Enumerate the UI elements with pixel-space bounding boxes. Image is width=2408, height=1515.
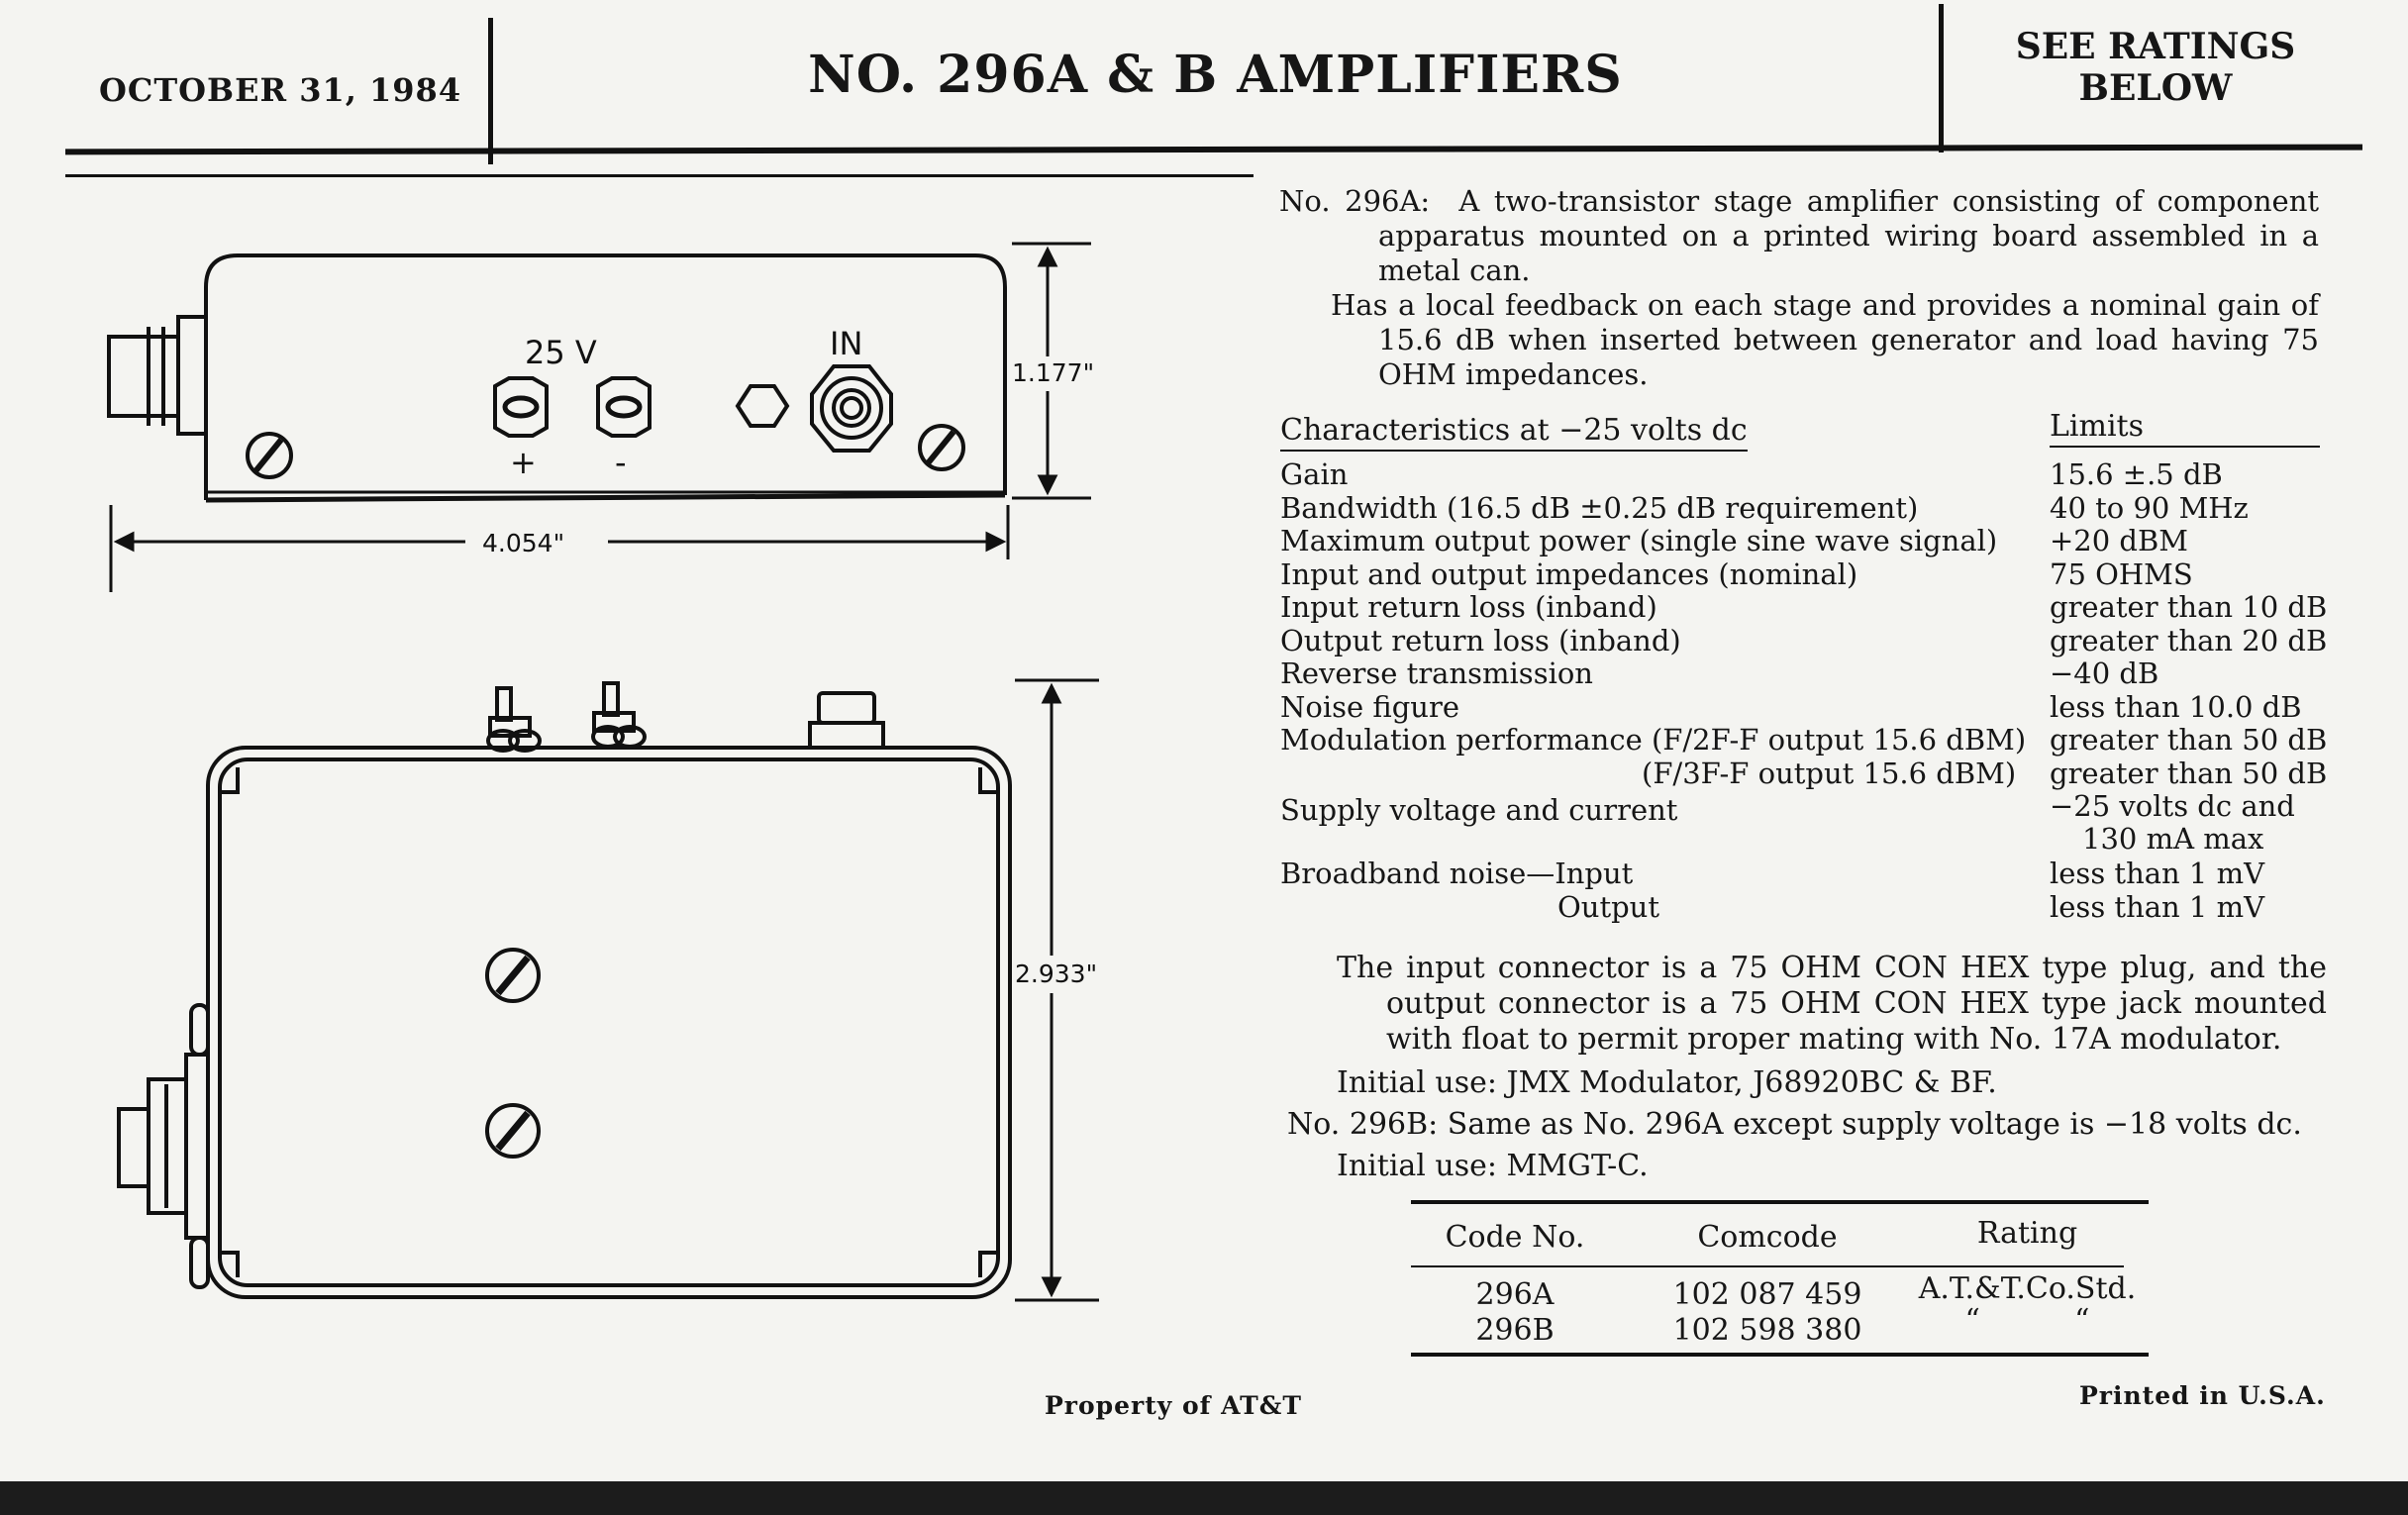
char-limit: greater than 50 dB — [2050, 756, 2328, 790]
table-header-rule — [1411, 1265, 2124, 1267]
dim-depth-label: 2.933" — [1015, 960, 1098, 988]
notes-section — [1287, 951, 2327, 1186]
char-limit: 75 OHMS — [2050, 556, 2193, 591]
char-label: Noise figure — [1280, 689, 1459, 724]
char-label: Output return loss (inband) — [1280, 623, 1681, 657]
char-limit: −40 dB — [2050, 656, 2159, 690]
char-row — [1280, 558, 2320, 592]
description-text-1: A two-transistor stage amplifier consisting of component apparatus mounted on a printed wiring board assembled in a metal can. — [1378, 184, 2320, 287]
char-limit: greater than 20 dB — [2050, 623, 2328, 657]
char-label: Output — [1557, 889, 1660, 924]
description-296b: No. 296B: Same as No. 296A except supply voltage is −18 volts dc. — [1287, 1107, 2302, 1142]
cell-rating: A.T.&T.Co.Std. — [1918, 1271, 2137, 1306]
footer-printed: Printed in U.S.A. — [2079, 1381, 2326, 1410]
dimension-depth — [1015, 680, 1099, 1300]
char-row — [1280, 492, 2320, 526]
cell-code: 296A — [1475, 1277, 1555, 1312]
char-limit: 40 to 90 MHz — [2050, 490, 2249, 525]
table-row — [1411, 1303, 2149, 1353]
char-limit: less than 1 mV — [2050, 889, 2265, 924]
char-label: Broadband noise—Input — [1280, 857, 1634, 890]
char-row — [1280, 623, 2328, 658]
table-header-row — [1411, 1216, 2149, 1258]
char-row — [1280, 891, 2320, 925]
char-limit: 15.6 ±.5 dB — [2050, 457, 2223, 491]
char-label: Bandwidth (16.5 dB ±0.25 dB requirement) — [1280, 490, 1919, 525]
cell-code: 296B — [1475, 1313, 1555, 1348]
connector-note: The input connector is a 75 OHM CON HEX type plug, and the output connector is a 75 OHM CON HEX type jack mounted with float to permit proper mating with No. 17A modulator. — [1337, 951, 2327, 1057]
cell-comcode: 102 087 459 — [1672, 1277, 1862, 1312]
char-label: (F/3F-F output 15.6 dBM) — [1642, 756, 2017, 790]
char-row — [1280, 756, 2328, 791]
description-paragraph-1 — [1279, 184, 2319, 288]
char-label: Supply voltage and current — [1280, 793, 1678, 827]
ratings-line-2: BELOW — [2078, 67, 2233, 109]
limits-heading: Limits — [2050, 409, 2320, 448]
document-date: OCTOBER 31, 1984 — [99, 71, 462, 109]
header-code-no: Code No. — [1445, 1220, 1585, 1255]
side-view — [109, 255, 1005, 500]
label-25v: 25 V — [525, 334, 597, 371]
table-bottom-rule — [1411, 1353, 2149, 1357]
characteristics-header — [1280, 409, 2320, 458]
description-296a — [1279, 184, 2319, 392]
char-row — [1280, 723, 2328, 758]
ratings-line-1: SEE RATINGS — [2015, 26, 2296, 67]
footer-property: Property of AT&T — [1045, 1391, 1302, 1420]
char-label: Maximum output power (single sine wave signal) — [1280, 524, 1998, 557]
ratings-note — [1943, 26, 2368, 109]
dim-height-label: 1.177" — [1012, 358, 1095, 387]
model-lead-296a: No. 296A: — [1279, 184, 1431, 218]
label-in: IN — [830, 325, 863, 362]
initial-use-296a: Initial use: JMX Modulator, J68920BC & BF. — [1337, 1065, 1997, 1100]
char-row — [1280, 790, 2320, 858]
cell-comcode: 102 598 380 — [1672, 1313, 1862, 1348]
char-row — [1280, 691, 2320, 725]
label-minus: - — [615, 444, 627, 481]
char-row — [1280, 525, 2320, 558]
char-label: Reverse transmission — [1280, 656, 1593, 690]
header-rating: Rating — [1976, 1216, 2078, 1251]
top-view — [119, 683, 1010, 1297]
description-paragraph-2: Has a local feedback on each stage and provides a nominal gain of 15.6 dB when inserted between generator and load having 75 OHM impedances. — [1331, 288, 2319, 391]
header-comcode: Comcode — [1697, 1220, 1838, 1255]
char-label: Input return loss (inband) — [1280, 590, 1657, 624]
code-table — [1411, 1200, 2149, 1357]
cell-rating: “ “ — [1964, 1303, 2090, 1338]
char-row — [1280, 590, 2328, 625]
char-label: Input and output impedances (nominal) — [1280, 556, 1858, 591]
characteristics-table — [1280, 409, 2328, 924]
initial-use-296b: Initial use: MMGT-C. — [1337, 1149, 1649, 1183]
char-label: Modulation performance (F/2F-F output 15.6 dBM) — [1280, 723, 2027, 757]
table-top-rule — [1411, 1200, 2149, 1204]
char-limit: greater than 10 dB — [2050, 590, 2328, 624]
char-limit: less than 1 mV — [2050, 857, 2265, 890]
char-label: Gain — [1280, 457, 1349, 491]
char-row — [1280, 458, 2320, 492]
char-row — [1280, 657, 2320, 691]
char-limit: −25 volts dc and — [2050, 789, 2295, 823]
char-limit: greater than 50 dB — [2050, 723, 2328, 757]
char-row — [1280, 858, 2320, 891]
char-limit-continued: 130 mA max — [2082, 822, 2264, 856]
characteristics-heading: Characteristics at −25 volts dc — [1280, 413, 1748, 452]
document-title: NO. 296A & B AMPLIFIERS — [808, 45, 1623, 105]
char-limit: less than 10.0 dB — [2050, 689, 2302, 724]
char-limit: +20 dBM — [2050, 524, 2188, 557]
dim-width-label: 4.054" — [482, 529, 565, 557]
label-plus: + — [510, 444, 537, 481]
